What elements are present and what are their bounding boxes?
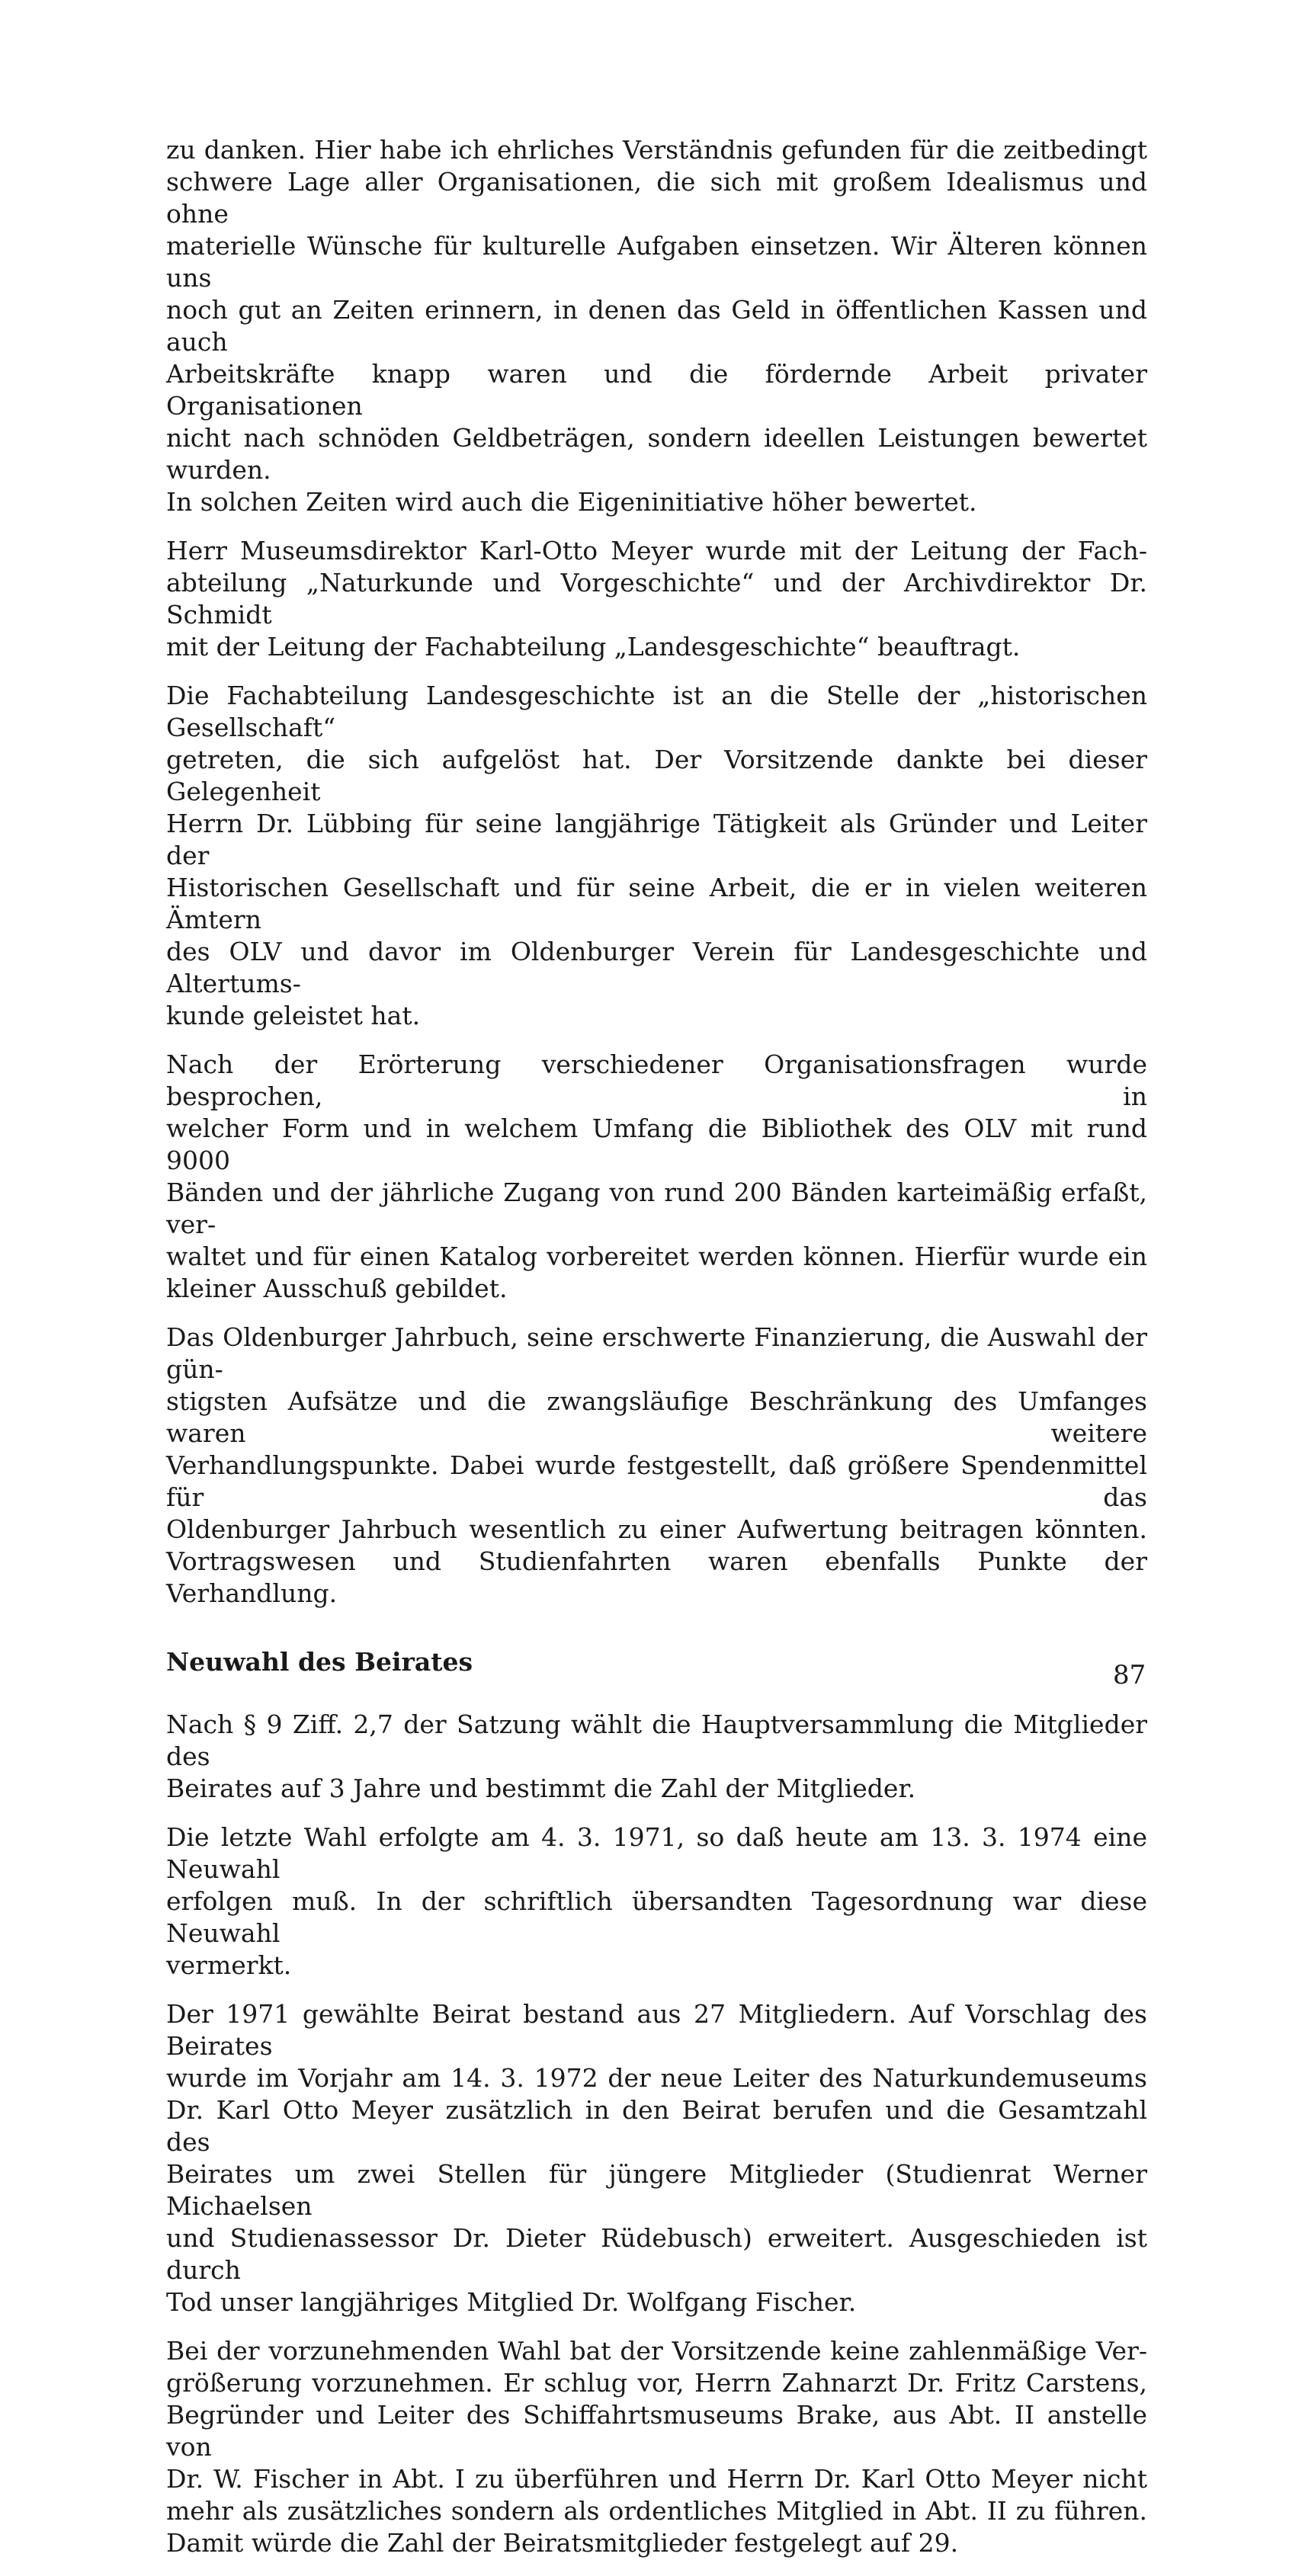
page-body bbox=[166, 134, 1147, 2576]
section-heading: Neuwahl des Beirates bbox=[166, 1647, 473, 1677]
text-line: Vortragswesen und Studienfahrten waren ebenfalls Punkte der Verhandlung. bbox=[166, 1546, 1147, 1608]
text-line: Arbeitskräfte knapp waren und die fördernde Arbeit privater Organisationen bbox=[166, 359, 1147, 421]
paragraph bbox=[166, 2335, 1147, 2559]
page-number: 87 bbox=[1113, 1660, 1146, 1690]
text-line: Nach § 9 Ziff. 2,7 der Satzung wählt die Hauptversammlung die Mitglieder des bbox=[166, 1709, 1147, 1771]
text-line: getreten, die sich aufgelöst hat. Der Vorsitzende dankte bei dieser Gelegenheit bbox=[166, 745, 1147, 806]
text-line: Verhandlungspunkte. Dabei wurde festgestellt, daß größere Spendenmittel für das bbox=[166, 1450, 1147, 1512]
text-line: kunde geleistet hat. bbox=[166, 1001, 421, 1030]
text-line: stigsten Aufsätze und die zwangsläufige Beschränkung des Umfanges waren weitere bbox=[166, 1386, 1147, 1448]
text-line: noch gut an Zeiten erinnern, in denen das Geld in öffentlichen Kassen und auch bbox=[166, 295, 1147, 357]
text-line: des OLV und davor im Oldenburger Verein für Landesgeschichte und Altertums- bbox=[166, 937, 1147, 998]
text-line: Historischen Gesellschaft und für seine Arbeit, die er in vielen weiteren Ämtern bbox=[166, 873, 1147, 934]
text-line: vermerkt. bbox=[166, 1950, 292, 1980]
paragraph bbox=[166, 1709, 1147, 1805]
text-line: Der 1971 gewählte Beirat bestand aus 27 Mitgliedern. Auf Vorschlag des Beirates bbox=[166, 1999, 1147, 2061]
text-line: abteilung „Naturkunde und Vorgeschichte“ und der Archivdirektor Dr. Schmidt bbox=[166, 568, 1147, 630]
text-line: größerung vorzunehmen. Er schlug vor, Herrn Zahnarzt Dr. Fritz Carstens, bbox=[166, 2368, 1147, 2398]
text-line: Das Oldenburger Jahrbuch, seine erschwerte Finanzierung, die Auswahl der gün- bbox=[166, 1322, 1147, 1384]
paragraph-group-1 bbox=[166, 134, 1147, 1610]
text-line: wurde im Vorjahr am 14. 3. 1972 der neue Leiter des Naturkundemuseums bbox=[166, 2063, 1147, 2093]
paragraph bbox=[166, 134, 1147, 518]
text-line: schwere Lage aller Organisationen, die sich mit großem Idealismus und ohne bbox=[166, 167, 1147, 229]
paragraph bbox=[166, 1322, 1147, 1610]
paragraph bbox=[166, 1821, 1147, 1982]
text-line: waltet und für einen Katalog vorbereitet werden können. Hierfür wurde ein bbox=[166, 1242, 1147, 1271]
text-line: Die Fachabteilung Landesgeschichte ist an die Stelle der „historischen Gesellschaft“ bbox=[166, 681, 1147, 742]
text-line: welcher Form und in welchem Umfang die Bibliothek des OLV mit rund 9000 bbox=[166, 1113, 1147, 1175]
text-line: erfolgen muß. In der schriftlich übersandten Tagesordnung war diese Neuwahl bbox=[166, 1886, 1147, 1948]
paragraph-group-2 bbox=[166, 1709, 1147, 2559]
text-line: Herr Museumsdirektor Karl-Otto Meyer wurde mit der Leitung der Fach- bbox=[166, 536, 1147, 566]
text-line: nicht nach schnöden Geldbeträgen, sondern ideellen Leistungen bewertet wurden. bbox=[166, 423, 1147, 485]
text-line: Bei der vorzunehmenden Wahl bat der Vorsitzende keine zahlenmäßige Ver- bbox=[166, 2336, 1147, 2366]
paragraph bbox=[166, 1049, 1147, 1305]
text-line: mehr als zusätzliches sondern als ordentliches Mitglied in Abt. II zu führen. bbox=[166, 2496, 1147, 2526]
text-line: Dr. W. Fischer in Abt. I zu überführen und Herrn Dr. Karl Otto Meyer nicht bbox=[166, 2464, 1147, 2494]
text-line: Bänden und der jährliche Zugang von rund 200 Bänden karteimäßig erfaßt, ver- bbox=[166, 1177, 1147, 1239]
text-line: Tod unser langjähriges Mitglied Dr. Wolfgang Fischer. bbox=[166, 2287, 857, 2317]
text-line: Damit würde die Zahl der Beiratsmitglieder festgelegt auf 29. bbox=[166, 2528, 959, 2558]
text-line: Beirates auf 3 Jahre und bestimmt die Zahl der Mitglieder. bbox=[166, 1773, 916, 1803]
paragraph bbox=[166, 535, 1147, 663]
paragraph bbox=[166, 1998, 1147, 2318]
text-line: mit der Leitung der Fachabteilung „Landesgeschichte“ beauftragt. bbox=[166, 632, 1021, 662]
text-line: Herrn Dr. Lübbing für seine langjährige Tätigkeit als Gründer und Leiter der bbox=[166, 809, 1147, 870]
paragraph bbox=[166, 680, 1147, 1032]
text-line: Die letzte Wahl erfolgte am 4. 3. 1971, so daß heute am 13. 3. 1974 eine Neuwahl bbox=[166, 1822, 1147, 1884]
text-line: Beirates um zwei Stellen für jüngere Mitglieder (Studienrat Werner Michaelsen bbox=[166, 2159, 1147, 2221]
text-line: Nach der Erörterung verschiedener Organisationsfragen wurde besprochen, in bbox=[166, 1049, 1147, 1111]
text-line: materielle Wünsche für kulturelle Aufgaben einsetzen. Wir Älteren können uns bbox=[166, 231, 1147, 293]
text-line: kleiner Ausschuß gebildet. bbox=[166, 1274, 508, 1303]
text-line: Dr. Karl Otto Meyer zusätzlich in den Beirat berufen und die Gesamtzahl des bbox=[166, 2095, 1147, 2157]
text-line: und Studienassessor Dr. Dieter Rüdebusch) erweitert. Ausgeschieden ist durch bbox=[166, 2223, 1147, 2285]
text-line: Begründer und Leiter des Schiffahrtsmuseums Brake, aus Abt. II anstelle von bbox=[166, 2400, 1147, 2462]
text-line: zu danken. Hier habe ich ehrliches Verständnis gefunden für die zeitbedingt bbox=[166, 135, 1147, 165]
text-line: In solchen Zeiten wird auch die Eigeninitiative höher bewertet. bbox=[166, 487, 977, 517]
text-line: Oldenburger Jahrbuch wesentlich zu einer Aufwertung beitragen könnten. bbox=[166, 1514, 1147, 1544]
